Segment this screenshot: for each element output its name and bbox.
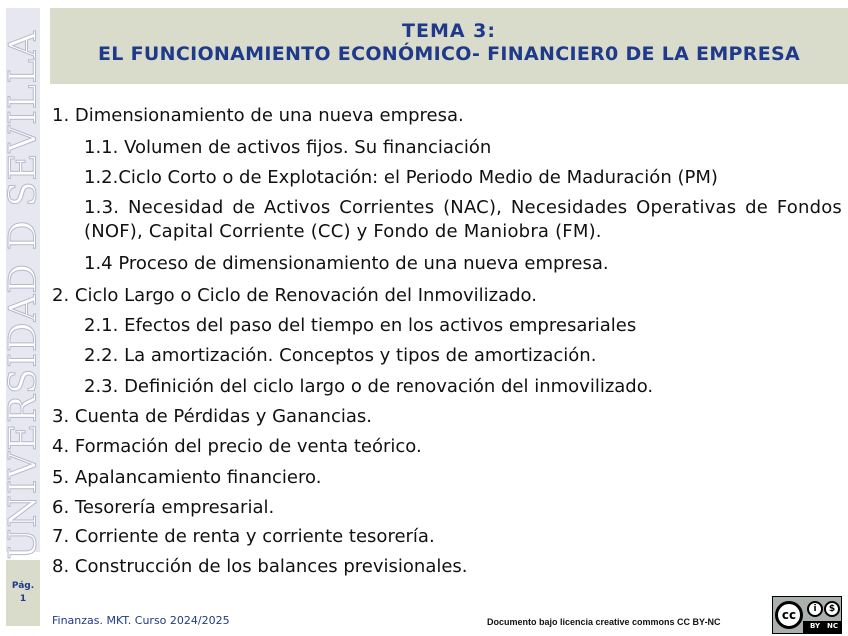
page-number-box (6, 560, 40, 626)
page-label: Pág. (11, 581, 35, 591)
license-notice: Documento bajo licencia creative commons CC BY-NC (487, 617, 721, 627)
nc-label: NC (827, 622, 838, 630)
cc-icon: cc (775, 601, 803, 629)
outline-item: 2. Ciclo Largo o Ciclo de Renovación del Inmovilizado. (52, 285, 537, 306)
outline-item: 1.3. Necesidad de Activos Corrientes (NAC), Necesidades Operativas de Fondos (NOF), Capital Corriente (CC) y Fondo de Maniobra (FM). (84, 197, 842, 242)
sidebar (0, 0, 44, 636)
outline-item: 6. Tesorería empresarial. (52, 497, 275, 518)
cc-license-badge (772, 596, 842, 634)
slide-title-line1: TEMA 3: (402, 20, 496, 42)
outline-item: 1.1. Volumen de activos fijos. Su financiación (84, 137, 492, 158)
outline-item: 1. Dimensionamiento de una nueva empresa. (52, 105, 464, 126)
outline-item: 1.2.Ciclo Corto o de Explotación: el Periodo Medio de Maduración (PM) (84, 167, 718, 188)
outline-item: 2.1. Efectos del paso del tiempo en los activos empresariales (84, 315, 637, 336)
outline-item: 1.4 Proceso de dimensionamiento de una nueva empresa. (84, 253, 609, 274)
outline-item: 2.2. La amortización. Conceptos y tipos de amortización. (84, 345, 597, 366)
course-footer: Finanzas. MKT. Curso 2024/2025 (52, 614, 230, 627)
outline-item: 2.3. Definición del ciclo largo o de renovación del inmovilizado. (84, 376, 654, 397)
outline-item: 3. Cuenta de Pérdidas y Ganancias. (52, 406, 372, 427)
university-vertical-logo: UNIVERSIDAD D SEVILLA (1, 30, 45, 560)
page-number: 1 (19, 594, 27, 604)
slide-title-line2: EL FUNCIONAMIENTO ECONÓMICO- FINANCIER0 DE LA EMPRESA (98, 43, 800, 65)
slide-header (50, 8, 848, 84)
outline-item: 8. Construcción de los balances previsionales. (52, 556, 468, 577)
outline-item: 7. Corriente de renta y corriente tesorería. (52, 526, 435, 547)
by-person-icon: i (807, 601, 823, 617)
by-label: BY (810, 622, 821, 630)
outline-item: 4. Formación del precio de venta teórico. (52, 436, 422, 457)
nc-dollar-icon: $ (824, 601, 840, 617)
outline-item: 5. Apalancamiento financiero. (52, 467, 322, 488)
